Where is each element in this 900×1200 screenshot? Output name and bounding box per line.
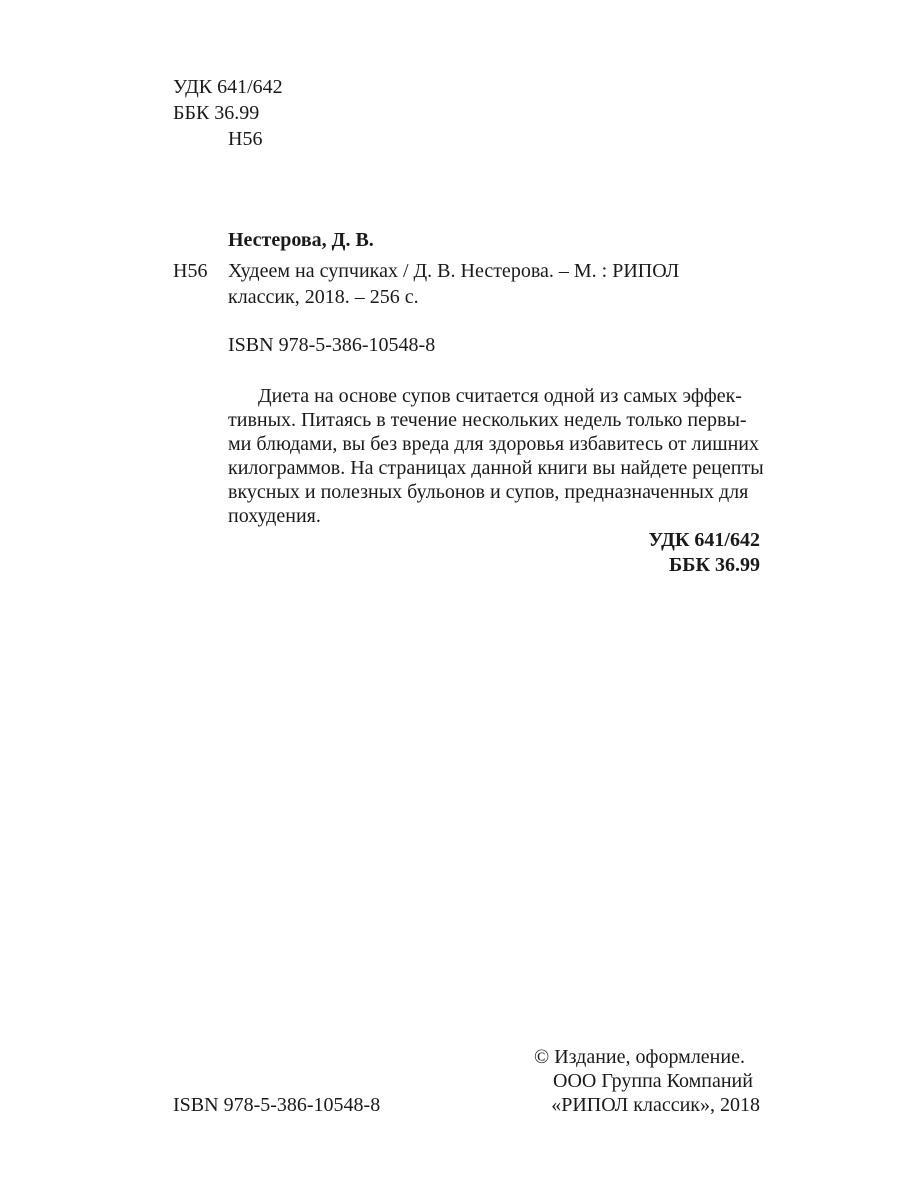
annotation-line: похудения. (228, 505, 321, 527)
author-mark: Н56 (228, 128, 263, 150)
card-udk-code: УДК 641/642 (648, 529, 760, 551)
copyright-line-2: ООО Группа Компаний (553, 1070, 753, 1092)
author-heading: Нестерова, Д. В. (228, 229, 374, 251)
udk-code: УДК 641/642 (173, 76, 283, 98)
annotation-line: ми блюдами, вы без вреда для здоровья избавитесь от лишних (228, 433, 759, 455)
footer-isbn: ISBN 978-5-386-10548-8 (173, 1094, 381, 1116)
card-bbk-code: ББК 36.99 (669, 554, 760, 576)
title-line-2: классик, 2018. – 256 с. (228, 286, 419, 308)
title-line-1: Худеем на супчиках / Д. В. Нестерова. – М. : РИПОЛ (228, 260, 680, 282)
annotation-line: Диета на основе супов считается одной из самых эффек- (258, 385, 742, 407)
card-isbn: ISBN 978-5-386-10548-8 (228, 334, 436, 356)
annotation-line: вкусных и полезных бульонов и супов, предназначенных для (228, 481, 749, 503)
card-author-mark: Н56 (173, 260, 208, 282)
bbk-code: ББК 36.99 (173, 102, 260, 124)
annotation-line: килограммов. На страницах данной книги вы найдете рецепты (228, 457, 764, 479)
copyright-line-3: «РИПОЛ классик», 2018 (551, 1094, 760, 1116)
annotation-line: тивных. Питаясь в течение нескольких недель только первы- (228, 409, 747, 431)
copyright-line-1: © Издание, оформление. (534, 1046, 745, 1068)
